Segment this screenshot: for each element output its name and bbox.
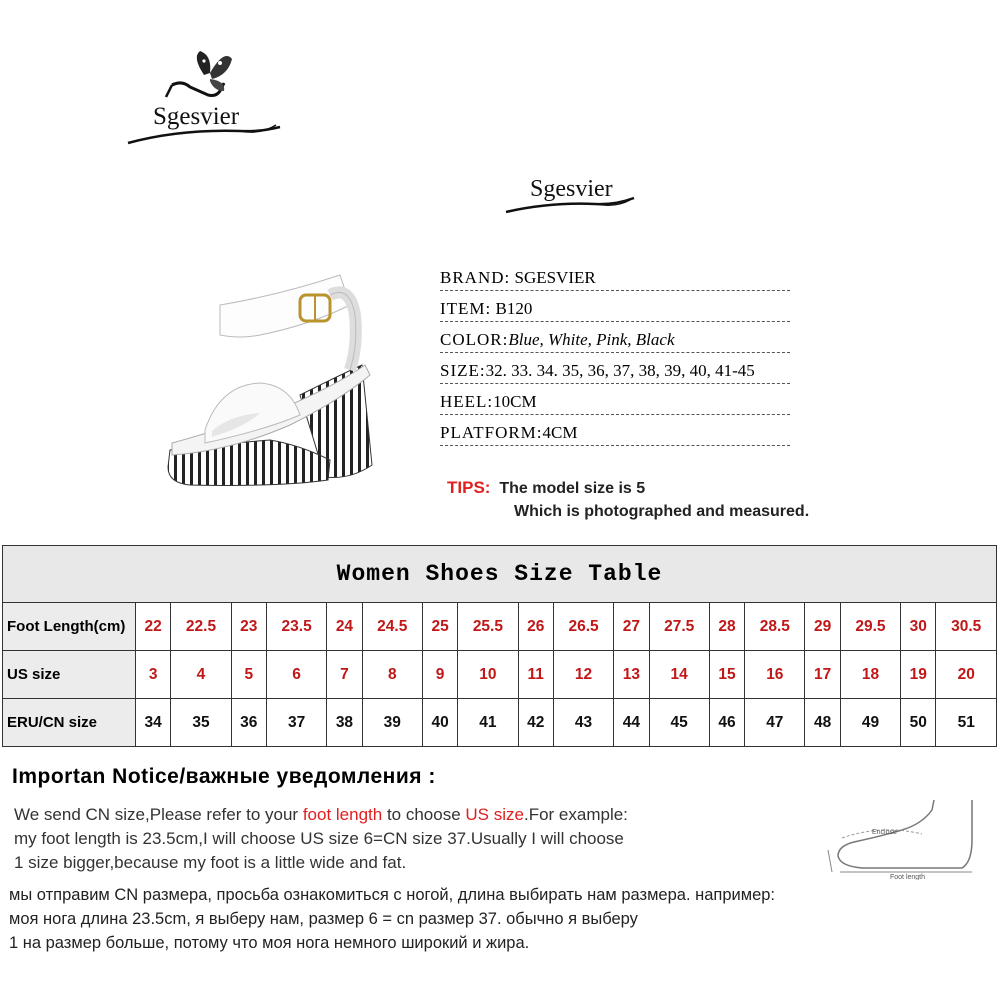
logo-text: Sgesvier: [530, 176, 613, 202]
notice-ru-line-3: 1 на размер больше, потому что моя нога немного широкий и жира.: [9, 934, 530, 952]
spec-label: BRAND:: [440, 268, 511, 287]
foot-measure-diagram: [822, 800, 987, 880]
table-cell: 17: [805, 651, 840, 699]
spec-value: SGESVIER: [510, 268, 596, 287]
row-header: Foot Length(cm): [3, 603, 136, 651]
divider: [440, 383, 790, 384]
table-cell: 47: [745, 699, 805, 747]
table-cell: 5: [231, 651, 266, 699]
table-cell: 29.5: [840, 603, 900, 651]
foot-label-enclose: Enclose: [872, 829, 897, 836]
notice-ru-line-1: мы отправим CN размера, просьба ознакомиться с ногой, длина выбирать нам размера. например:: [9, 886, 776, 904]
spec-label: PLATFORM:: [440, 423, 543, 442]
logo-text: Sgesvier: [153, 103, 240, 130]
divider: [440, 321, 790, 322]
table-cell: 26: [518, 603, 553, 651]
tips-line-1: [447, 478, 645, 498]
notice-title: Importan Notice/важные уведомления :: [12, 765, 436, 788]
table-cell: 11: [518, 651, 553, 699]
butterfly-heel-icon: [120, 45, 290, 155]
table-cell: 6: [266, 651, 326, 699]
product-specs: [440, 264, 840, 450]
spec-color: [440, 326, 840, 357]
table-cell: 48: [805, 699, 840, 747]
table-cell: 28: [709, 603, 744, 651]
table-cell: 25.5: [458, 603, 518, 651]
table-cell: 4: [171, 651, 231, 699]
table-cell: 27.5: [649, 603, 709, 651]
table-cell: 30: [901, 603, 936, 651]
table-cell: 7: [327, 651, 362, 699]
table-cell: 35: [171, 699, 231, 747]
notice-en-line-3: 1 size bigger,because my foot is a little wide and fat.: [14, 853, 407, 872]
table-cell: 25: [422, 603, 457, 651]
notice-en-line-2: my foot length is 23.5cm,I will choose US size 6=CN size 37.Usually I will choose: [14, 829, 624, 848]
brand-logo-secondary: [500, 172, 640, 222]
wedge-sandal-icon: [150, 255, 420, 500]
table-cell: 13: [614, 651, 649, 699]
table-cell: 16: [745, 651, 805, 699]
spec-label: COLOR:: [440, 330, 509, 349]
row-header: US size: [3, 651, 136, 699]
table-cell: 28.5: [745, 603, 805, 651]
table-cell: 30.5: [936, 603, 997, 651]
table-cell: 3: [136, 651, 171, 699]
spec-label: HEEL:: [440, 392, 494, 411]
table-cell: 19: [901, 651, 936, 699]
tips-text-1: The model size is 5: [499, 480, 646, 497]
table-cell: 51: [936, 699, 997, 747]
notice-text: .For example:: [523, 805, 628, 824]
divider: [440, 352, 790, 353]
spec-size: [440, 357, 840, 388]
table-cell: 43: [553, 699, 613, 747]
table-cell: 12: [553, 651, 613, 699]
table-cell: 15: [709, 651, 744, 699]
table-cell: 23: [231, 603, 266, 651]
table-cell: 10: [458, 651, 518, 699]
spec-item: [440, 295, 840, 326]
spec-value: 4CM: [542, 423, 578, 442]
table-row-us-size: [3, 651, 997, 699]
divider: [440, 414, 790, 415]
size-table: [2, 545, 997, 747]
table-cell: 29: [805, 603, 840, 651]
notice-en-line-1: [14, 803, 628, 827]
tips-text-2: Which is photographed and measured.: [514, 503, 810, 520]
spec-label: ITEM:: [440, 299, 492, 318]
table-cell: 42: [518, 699, 553, 747]
notice-english: [14, 803, 628, 875]
spec-value: 10CM: [493, 392, 537, 411]
table-cell: 34: [136, 699, 171, 747]
notice-russian: [9, 883, 775, 955]
spec-brand: [440, 264, 840, 295]
table-cell: 18: [840, 651, 900, 699]
table-cell: 38: [327, 699, 362, 747]
table-cell: 46: [709, 699, 744, 747]
spec-value: 32. 33. 34. 35, 36, 37, 38, 39, 40, 41-45: [485, 361, 755, 380]
table-cell: 22: [136, 603, 171, 651]
table-cell: 40: [422, 699, 457, 747]
table-row-foot-length: [3, 603, 997, 651]
spec-value: Blue, White, Pink, Black: [508, 330, 675, 349]
notice-ru-line-2: моя нога длина 23.5cm, я выберу нам, размер 6 = cn размер 37. обычно я выберу: [9, 910, 638, 928]
table-cell: 44: [614, 699, 649, 747]
table-cell: 45: [649, 699, 709, 747]
row-header: ERU/CN size: [3, 699, 136, 747]
tips-label: TIPS:: [447, 478, 491, 497]
table-cell: 14: [649, 651, 709, 699]
notice-highlight: US size: [465, 805, 524, 824]
table-cell: 27: [614, 603, 649, 651]
table-cell: 23.5: [266, 603, 326, 651]
notice-text: We send CN size,Please refer to your: [14, 805, 303, 824]
divider: [440, 290, 790, 291]
table-cell: 24.5: [362, 603, 422, 651]
table-cell: 8: [362, 651, 422, 699]
spec-value: B120: [491, 299, 533, 318]
spec-label: SIZE:: [440, 361, 486, 380]
table-title: Women Shoes Size Table: [3, 546, 997, 603]
table-cell: 24: [327, 603, 362, 651]
divider: [440, 445, 790, 446]
foot-outline-icon: [822, 800, 987, 880]
brand-logo-primary: [120, 45, 290, 155]
notice-text: to choose: [382, 805, 466, 824]
table-row-eu-cn-size: [3, 699, 997, 747]
spec-platform: [440, 419, 840, 450]
table-cell: 49: [840, 699, 900, 747]
product-shoe-image: [150, 255, 420, 500]
table-cell: 36: [231, 699, 266, 747]
table-cell: 37: [266, 699, 326, 747]
table-cell: 50: [901, 699, 936, 747]
table-cell: 9: [422, 651, 457, 699]
notice-highlight: foot length: [302, 805, 383, 824]
table-cell: 20: [936, 651, 997, 699]
table-cell: 22.5: [171, 603, 231, 651]
table-cell: 39: [362, 699, 422, 747]
spec-heel: [440, 388, 840, 419]
foot-label-length: Foot length: [890, 874, 926, 880]
table-cell: 26.5: [553, 603, 613, 651]
table-cell: 41: [458, 699, 518, 747]
